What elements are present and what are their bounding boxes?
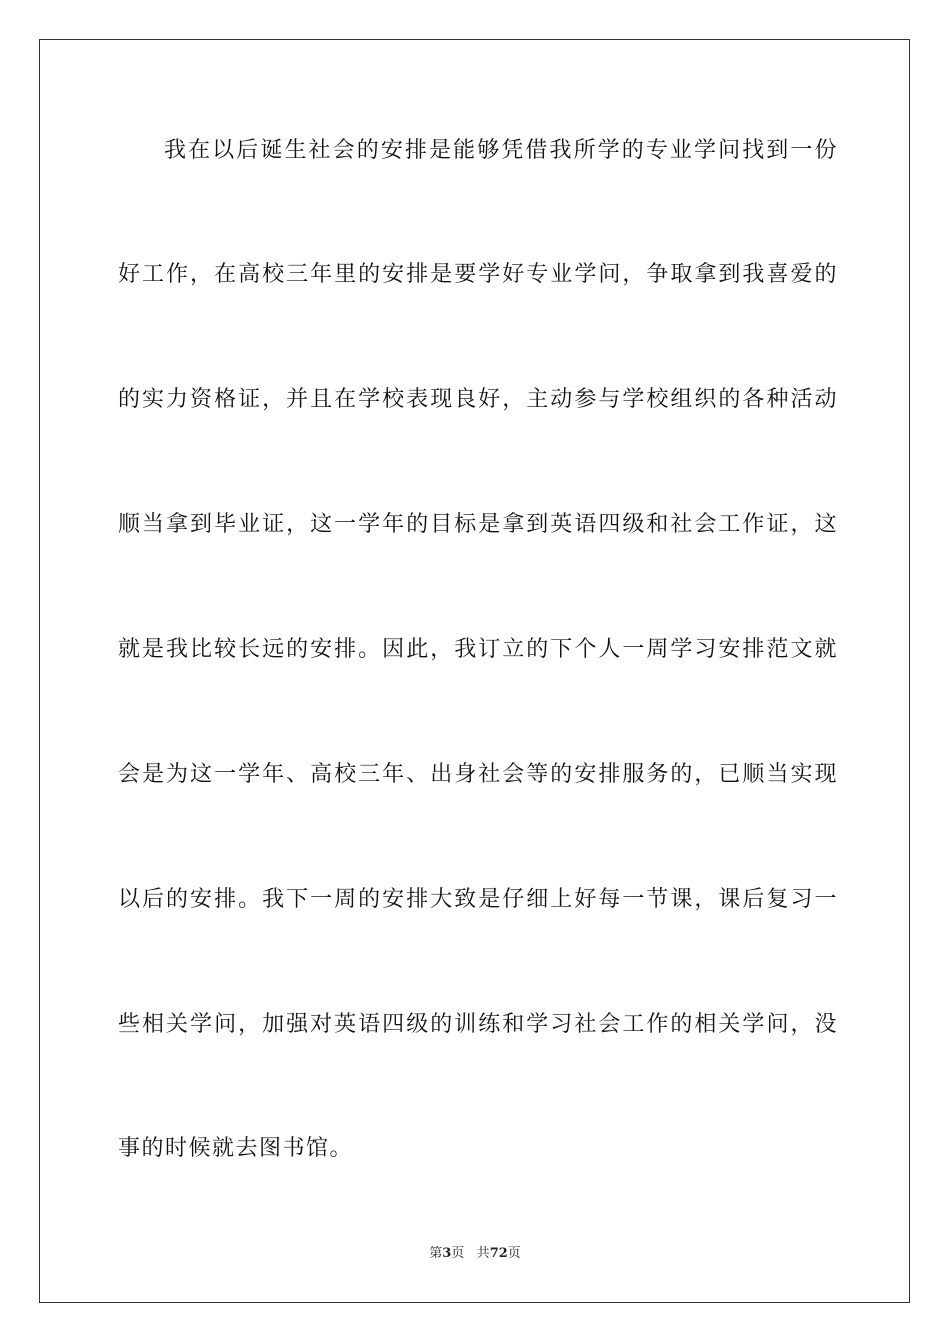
page-number: 3 — [442, 1246, 452, 1261]
paragraph-line-2: 好工作，在高校三年里的安排是要学好专业学问，争取拿到我喜爱的 — [118, 262, 838, 287]
paragraph-line-7: 以后的安排。我下一周的安排大致是仔细上好每一节课，课后复习一 — [118, 887, 838, 912]
page-prefix: 第 — [429, 1246, 443, 1261]
paragraph-line-3: 的实力资格证，并且在学校表现良好，主动参与学校组织的各种活动 — [118, 387, 838, 412]
paragraph-line-5: 就是我比较长远的安排。因此，我订立的下个人一周学习安排范文就 — [118, 637, 838, 662]
total-prefix: 共 — [476, 1246, 490, 1261]
paragraph-line-6: 会是为这一学年、高校三年、出身社会等的安排服务的，已顺当实现 — [118, 762, 838, 787]
page-border — [39, 39, 910, 1303]
total-suffix: 页 — [507, 1246, 521, 1261]
paragraph-line-1: 我在以后诞生社会的安排是能够凭借我所学的专业学问找到一份 — [164, 138, 838, 163]
page-footer — [0, 1245, 950, 1263]
page-total: 72 — [489, 1246, 508, 1261]
paragraph-line-4: 顺当拿到毕业证，这一学年的目标是拿到英语四级和社会工作证，这 — [118, 512, 838, 537]
page-suffix: 页 — [451, 1246, 465, 1261]
paragraph-line-8: 些相关学问，加强对英语四级的训练和学习社会工作的相关学问，没 — [118, 1012, 838, 1037]
paragraph-line-9: 事的时候就去图书馆。 — [118, 1136, 354, 1161]
